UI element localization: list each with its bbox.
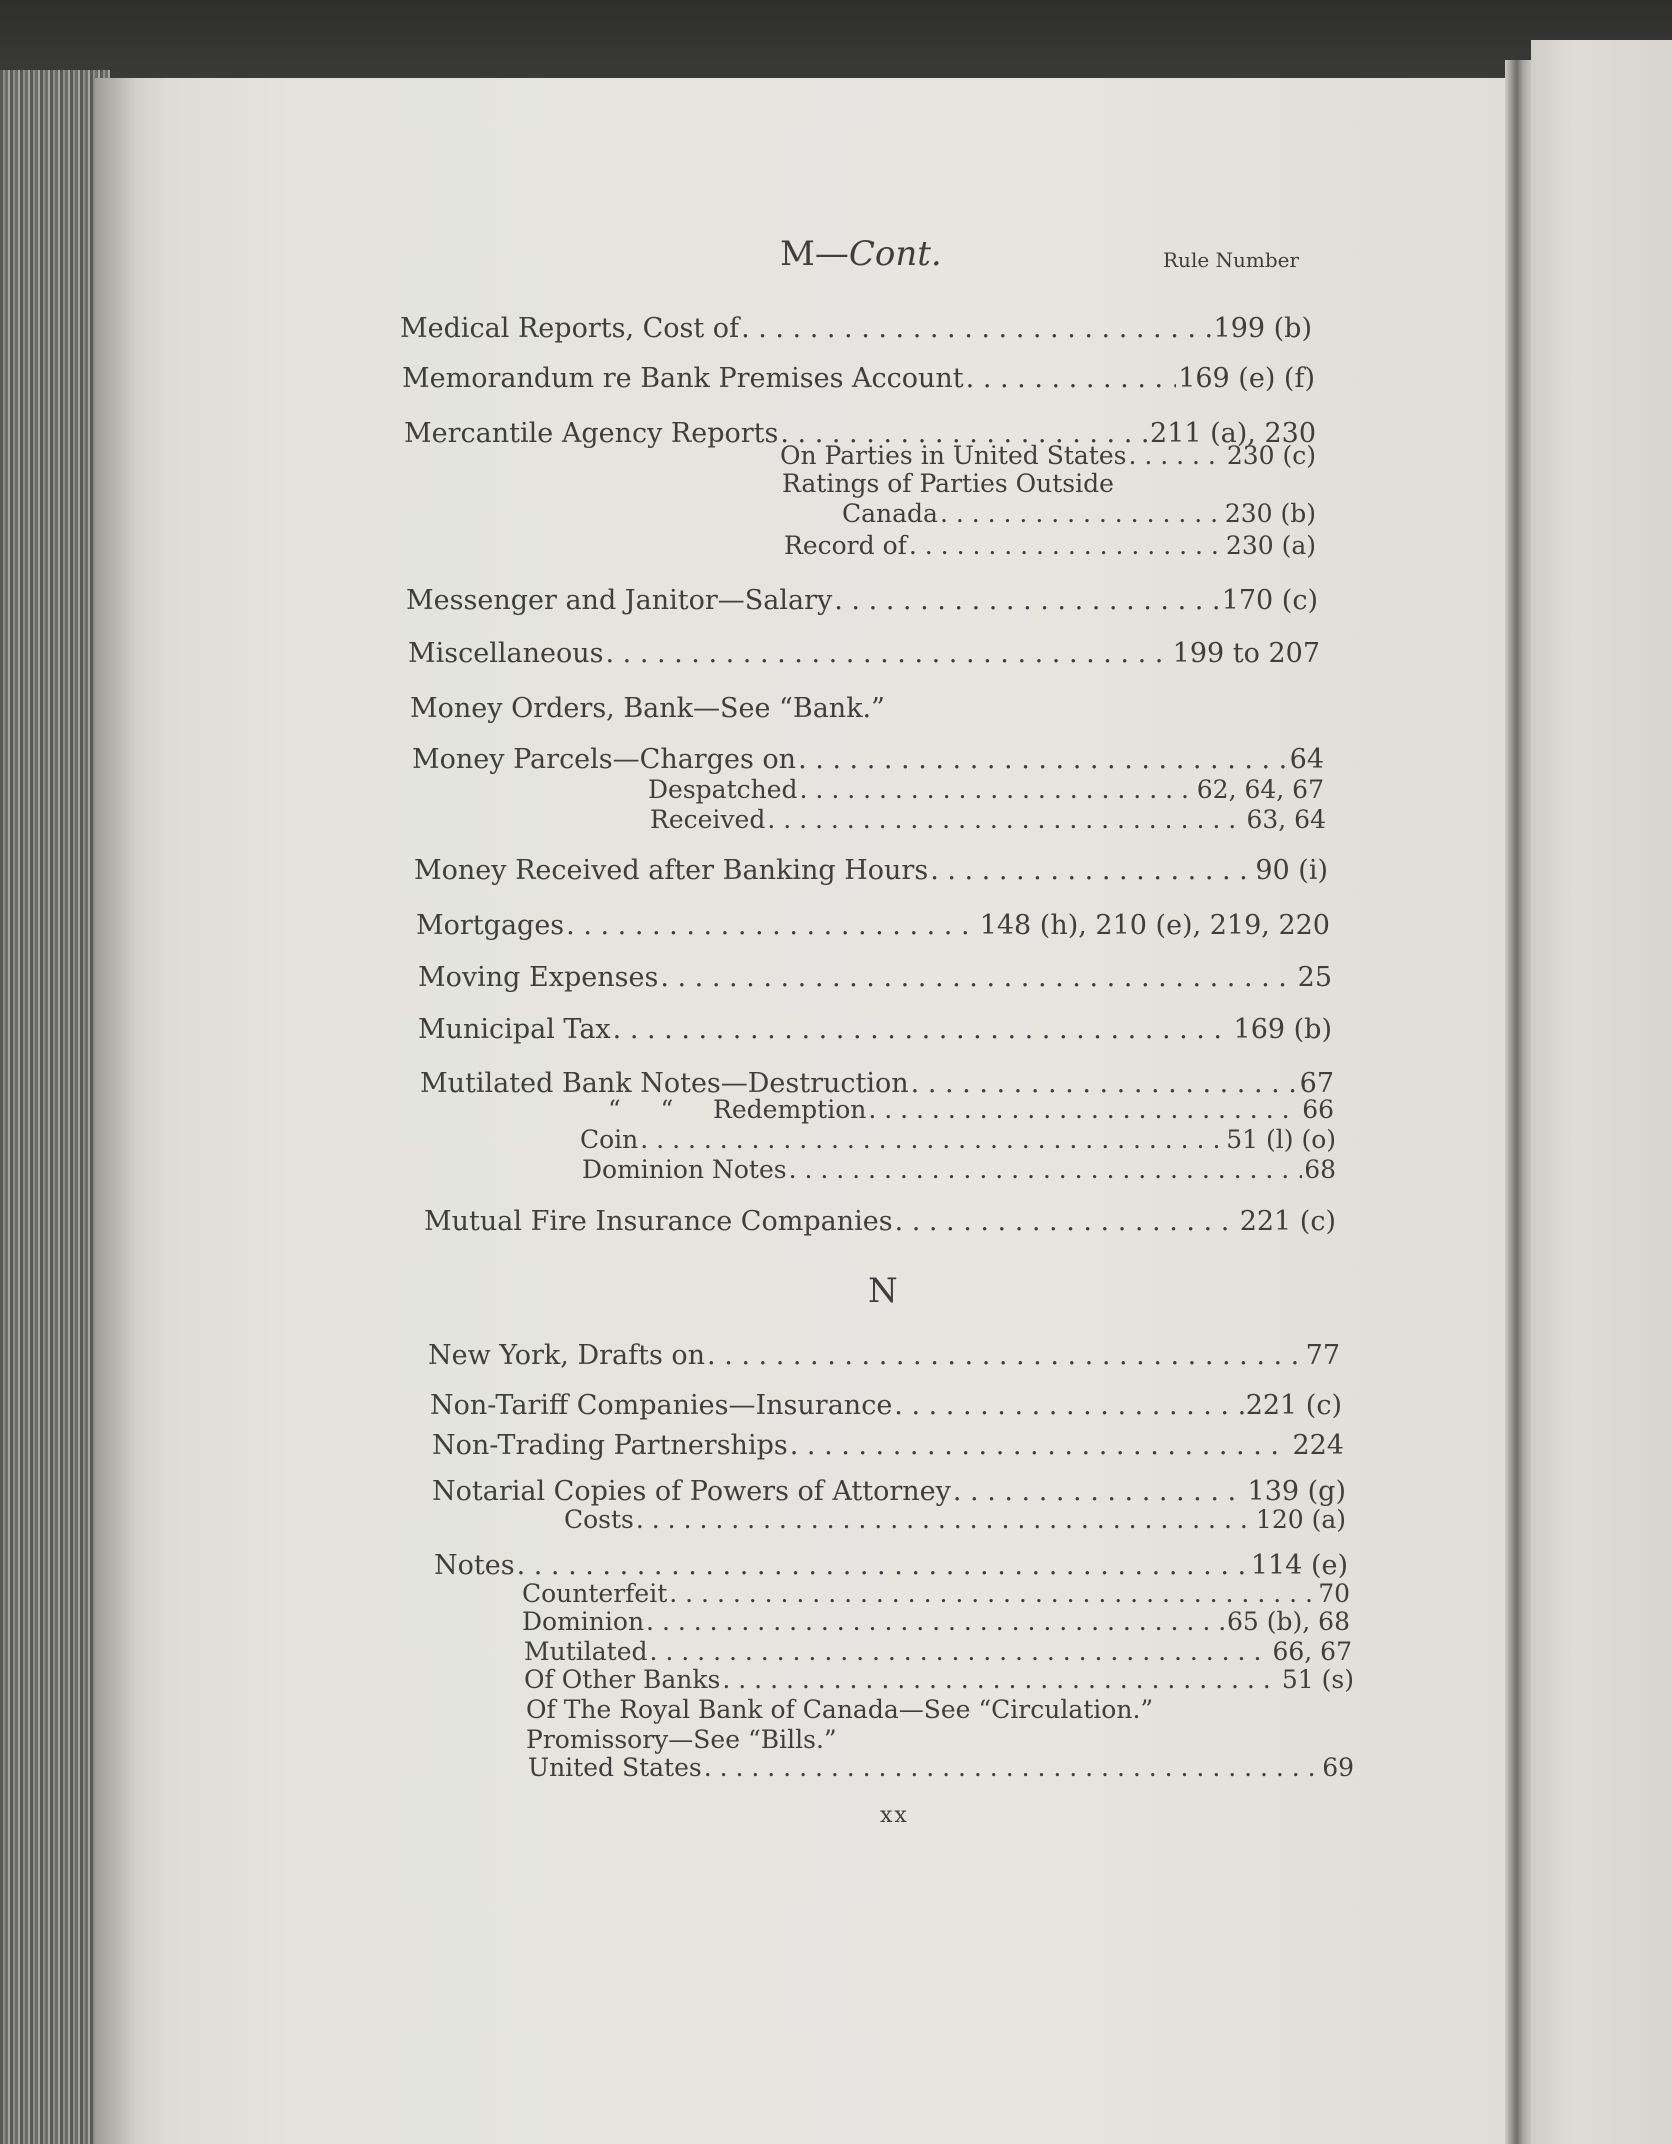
index-subentry: Coin . . . 51 (l) (o)	[580, 1124, 1336, 1156]
index-entry: Medical Reports, Cost of . . . 199 (b)	[400, 313, 1312, 345]
index-entry: Mutual Fire Insurance Companies . . . 221 (c)	[424, 1206, 1336, 1238]
section-letter: M—	[780, 234, 849, 274]
rule-number-column-label: Rule Number	[1163, 248, 1300, 272]
index-subentry: Promissory—See “Bills.”	[526, 1725, 837, 1754]
section-heading-n: N	[868, 1271, 898, 1311]
scan-background-top	[0, 0, 1672, 80]
index-subentry: Mutilated . . . 66, 67	[524, 1636, 1352, 1668]
index-entry: Mercantile Agency Reports . . . 211 (a), 230	[404, 418, 1316, 450]
index-subentry: United States . . . 69	[528, 1752, 1354, 1784]
index-subentry: “ “ Redemption . . . 66	[608, 1094, 1334, 1126]
book-gutter	[1505, 60, 1531, 2144]
index-subentry: Dominion . . . 65 (b), 68	[522, 1606, 1350, 1638]
index-entry: Non-Tariff Companies—Insurance . . . 221 (c)	[430, 1390, 1342, 1422]
index-subentry: On Parties in United States . . . 230 (c)	[780, 440, 1316, 472]
index-entry: Mortgages . . . 148 (h), 210 (e), 219, 220	[416, 910, 1330, 942]
index-subentry: Canada . . . 230 (b)	[842, 498, 1316, 530]
index-entry: Notarial Copies of Powers of Attorney . . . 139 (g)	[432, 1476, 1346, 1508]
index-subentry: Dominion Notes . . . 68	[582, 1154, 1336, 1186]
index-subentry: Record of . . . 230 (a)	[784, 530, 1316, 562]
index-entry: Municipal Tax . . . 169 (b)	[418, 1014, 1332, 1046]
index-entry: Non-Trading Partnerships . . . 224	[432, 1430, 1344, 1462]
index-subentry: Received . . . 63, 64	[650, 804, 1326, 836]
index-subentry: Of The Royal Bank of Canada—See “Circulation.”	[526, 1695, 1154, 1724]
index-subentry: Despatched . . . 62, 64, 67	[648, 774, 1324, 806]
index-subentry: Costs . . . 120 (a)	[564, 1504, 1346, 1536]
page-number: xx	[880, 1803, 909, 1828]
index-entry: Notes . . . 114 (e)	[434, 1550, 1348, 1582]
index-subentry: Counterfeit . . . 70	[522, 1578, 1350, 1610]
index-entry: Miscellaneous . . . 199 to 207	[408, 638, 1320, 670]
index-entry: Mutilated Bank Notes—Destruction . . . 67	[420, 1068, 1334, 1100]
index-subentry: Of Other Banks . . . 51 (s)	[524, 1664, 1354, 1696]
index-entry: Money Received after Banking Hours . . . 90 (i)	[414, 855, 1328, 887]
index-entry: Messenger and Janitor—Salary . . . 170 (c)	[406, 585, 1318, 617]
index-entry: Moving Expenses . . . 25	[418, 962, 1332, 994]
page-binding-shadow	[95, 78, 165, 2144]
facing-page	[1531, 40, 1672, 2144]
index-entry: Money Orders, Bank—See “Bank.”	[410, 693, 885, 724]
index-entry: Memorandum re Bank Premises Account . . . 169 (e) (f)	[402, 363, 1315, 395]
index-entry: Money Parcels—Charges on . . . 64	[412, 744, 1324, 776]
section-continued: Cont.	[848, 234, 942, 274]
index-entry: New York, Drafts on . . . 77	[428, 1340, 1340, 1372]
book-page-edges	[0, 70, 110, 2144]
section-heading-m	[780, 234, 942, 274]
index-subentry: Ratings of Parties Outside	[782, 469, 1114, 498]
